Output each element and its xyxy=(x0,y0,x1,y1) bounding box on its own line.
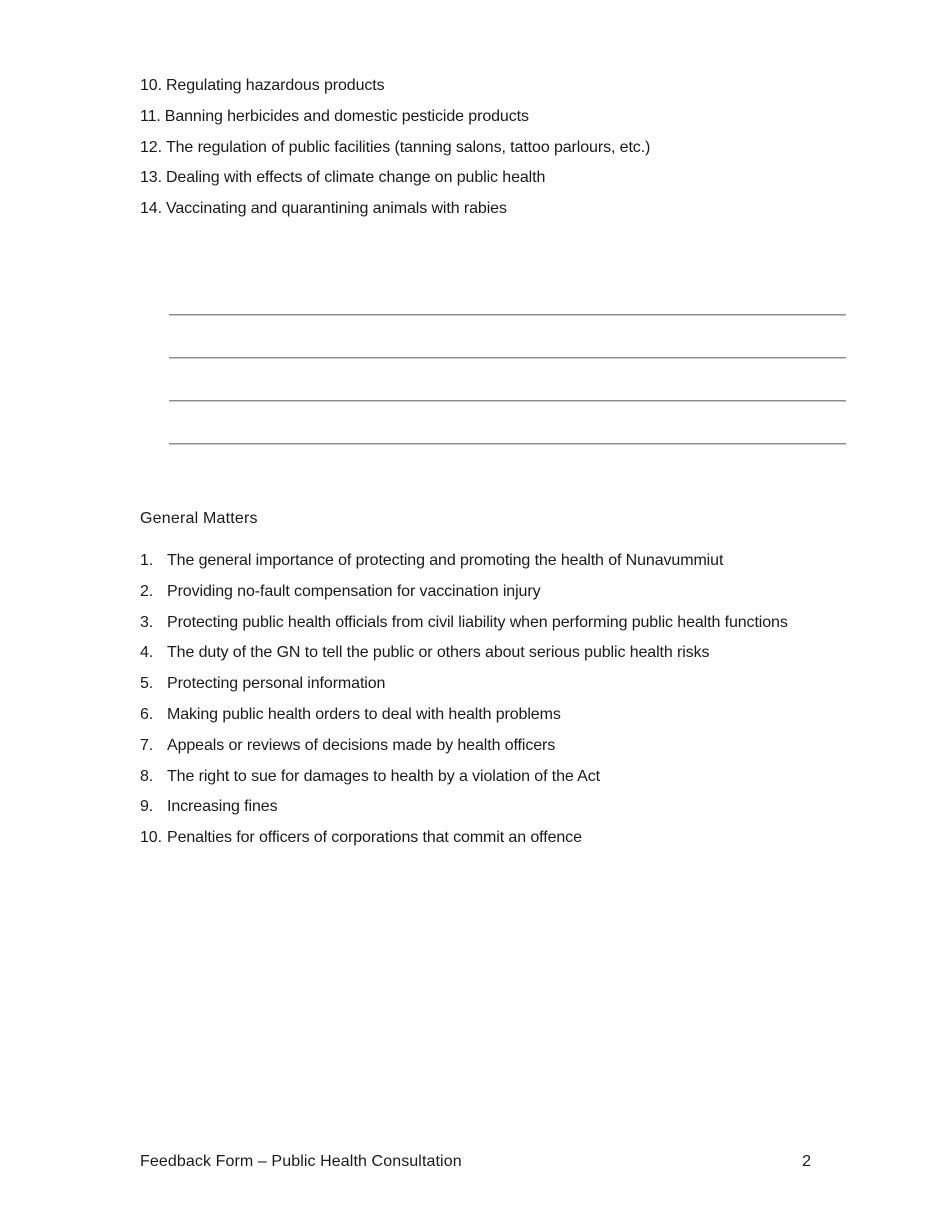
list-item xyxy=(140,828,800,848)
item-number: 9. xyxy=(140,798,154,816)
item-number: 10. xyxy=(140,829,162,847)
list-item xyxy=(140,582,800,602)
section-heading: General Matters xyxy=(140,510,258,527)
item-number: 13. xyxy=(140,169,162,187)
item-text: Appeals or reviews of decisions made by health officers xyxy=(167,736,556,754)
top-numbered-list xyxy=(140,76,840,230)
item-text: The duty of the GN to tell the public or others about serious public health risks xyxy=(167,644,710,662)
list-item xyxy=(140,199,840,218)
item-number: 6. xyxy=(140,705,154,723)
item-number: 10. xyxy=(140,77,162,94)
answer-lines[interactable] xyxy=(169,314,846,486)
answer-line[interactable] xyxy=(169,443,846,445)
footer-title: Feedback Form – Public Health Consultation xyxy=(140,1153,462,1170)
general-matters-list xyxy=(140,551,800,859)
item-number: 3. xyxy=(140,613,154,631)
item-text: Increasing fines xyxy=(167,798,278,816)
answer-line[interactable] xyxy=(169,357,846,359)
list-item xyxy=(140,138,840,157)
item-number: 12. xyxy=(140,138,162,156)
answer-line[interactable] xyxy=(169,400,846,402)
item-number: 5. xyxy=(140,675,154,693)
list-item xyxy=(140,107,840,126)
item-number: 11. xyxy=(140,107,161,125)
list-item xyxy=(140,168,840,187)
item-text: Providing no-fault compensation for vaccination injury xyxy=(167,582,541,600)
item-text: Making public health orders to deal with health problems xyxy=(167,705,561,723)
item-text: Vaccinating and quarantining animals with rabies xyxy=(165,200,507,218)
item-text: Penalties for officers of corporations that commit an offence xyxy=(167,829,582,847)
item-number: 14. xyxy=(140,200,162,218)
list-item xyxy=(140,643,800,663)
list-item xyxy=(140,767,800,787)
item-text: Protecting personal information xyxy=(167,675,386,693)
list-item xyxy=(140,613,800,633)
page-number: 2 xyxy=(802,1153,811,1170)
item-number: 4. xyxy=(140,644,154,662)
item-text: Dealing with effects of climate change on public health xyxy=(165,169,546,187)
list-item xyxy=(140,76,840,95)
list-item xyxy=(140,705,800,725)
list-item xyxy=(140,736,800,756)
item-number: 7. xyxy=(140,736,154,754)
list-item xyxy=(140,674,800,694)
item-text: Protecting public health officials from civil liability when performing public health functions xyxy=(167,613,788,631)
list-item xyxy=(140,551,800,571)
item-number: 1. xyxy=(140,552,154,569)
item-text: The right to sue for damages to health by a violation of the Act xyxy=(167,767,600,785)
item-text: The regulation of public facilities (tanning salons, tattoo parlours, etc.) xyxy=(165,138,651,156)
item-number: 8. xyxy=(140,767,154,785)
item-text: Banning herbicides and domestic pesticide products xyxy=(164,107,529,125)
list-item xyxy=(140,797,800,817)
item-number: 2. xyxy=(140,582,154,600)
item-text: The general importance of protecting and promoting the health of Nunavummiut xyxy=(167,552,724,569)
answer-line[interactable] xyxy=(169,314,846,316)
item-text: Regulating hazardous products xyxy=(165,77,385,94)
